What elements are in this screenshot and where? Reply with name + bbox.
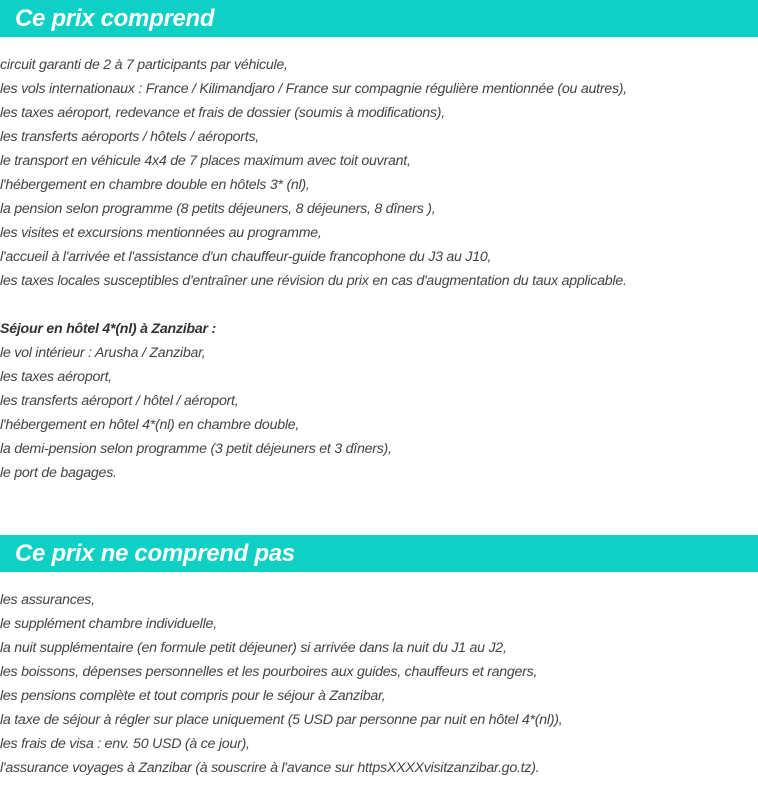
list-item: les assurances, [0,592,95,608]
list-item: le transport en véhicule 4x4 de 7 places maximum avec toit ouvrant, [0,153,411,169]
list-item: les vols internationaux : France / Kilimandjaro / France sur compagnie régulière mentionnée (ou autres), [0,81,627,97]
list-item: les pensions complète et tout compris pour le séjour à Zanzibar, [0,688,386,704]
list-item: l'assurance voyages à Zanzibar (à souscrire à l'avance sur httpsXXXXvisitzanzibar.go.tz). [0,760,540,776]
list-item: la pension selon programme (8 petits déjeuners, 8 déjeuners, 8 dîners ), [0,201,436,217]
excluded-header [0,535,758,572]
included-title: Ce prix comprend [15,4,215,32]
list-item: l'hébergement en chambre double en hôtels 3* (nl), [0,177,310,193]
spacer [0,293,758,317]
list-item: l'accueil à l'arrivée et l'assistance d'un chauffeur-guide francophone du J3 au J10, [0,249,492,265]
list-item: les transferts aéroports / hôtels / aéroports, [0,129,259,145]
list-item: la taxe de séjour à régler sur place uniquement (5 USD par personne par nuit en hôtel 4*(nl)), [0,712,563,728]
list-item: l'hébergement en hôtel 4*(nl) en chambre double, [0,417,300,433]
list-item: les frais de visa : env. 50 USD (à ce jour), [0,736,250,752]
list-item: les visites et excursions mentionnées au programme, [0,225,322,241]
list-item: circuit garanti de 2 à 7 participants par véhicule, [0,57,288,73]
list-item: le port de bagages. [0,465,117,481]
excluded-list [0,588,758,780]
list-item: les transferts aéroport / hôtel / aéroport, [0,393,239,409]
list-item: la nuit supplémentaire (en formule petit déjeuner) si arrivée dans la nuit du J1 au J2, [0,640,507,656]
list-item: les taxes aéroport, [0,369,112,385]
list-item: la demi-pension selon programme (3 petit déjeuners et 3 dîners), [0,441,392,457]
excluded-title: Ce prix ne comprend pas [15,539,295,567]
zanzibar-heading: Séjour en hôtel 4*(nl) à Zanzibar : [0,321,216,337]
list-item: les boissons, dépenses personnelles et les pourboires aux guides, chauffeurs et rangers, [0,664,538,680]
list-item: le vol intérieur : Arusha / Zanzibar, [0,345,206,361]
included-header [0,0,758,37]
included-list [0,53,758,485]
list-item: les taxes aéroport, redevance et frais de dossier (soumis à modifications), [0,105,445,121]
list-item: le supplément chambre individuelle, [0,616,217,632]
list-item: les taxes locales susceptibles d'entraîner une révision du prix en cas d'augmentation du taux applicable. [0,273,627,289]
